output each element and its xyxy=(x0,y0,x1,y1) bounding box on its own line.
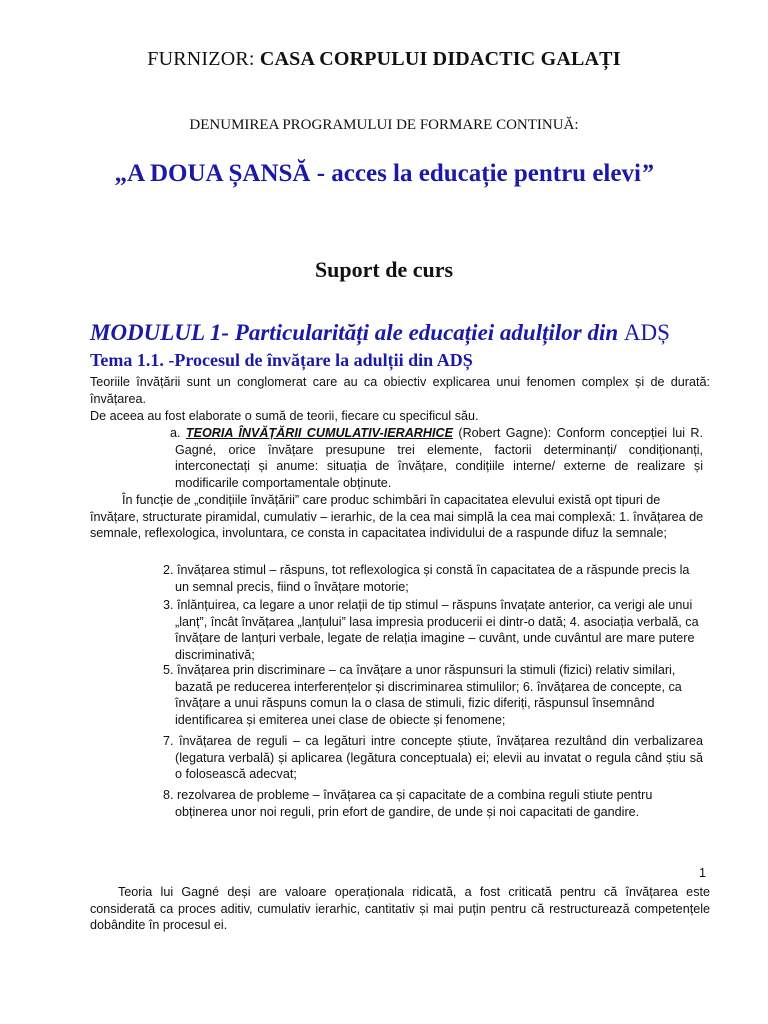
list-marker: a. xyxy=(170,426,186,440)
program-label: DENUMIREA PROGRAMULUI DE FORMARE CONTINUĂ: xyxy=(189,117,579,133)
module-heading xyxy=(90,320,670,346)
program-title-text: „A DOUA ȘANSĂ - acces la educație pentru elevi xyxy=(114,160,641,187)
page-number: 1 xyxy=(698,866,706,880)
paragraph-intro: Teoriile învățării sunt un conglomerat care au ca obiectiv explicarea unui fenomen complex și de durată: învățarea. xyxy=(90,375,710,406)
topic-heading: Tema 1.1. -Procesul de învățare la adulții din ADȘ xyxy=(90,350,473,370)
list-item-2: 2. învățarea stimul – răspuns, tot reflexologica și constă în capacitatea de a răspunde precis la un semnal precis, fiind o învățare motorie; xyxy=(163,563,690,594)
provider-label: FURNIZOR: xyxy=(147,48,260,70)
program-title-close-quote: ” xyxy=(640,160,654,187)
module-title: MODULUL 1- Particularități ale educației adulților din xyxy=(90,320,624,345)
paragraph-theories: De aceea au fost elaborate o sumă de teorii, fiecare cu specificul său. xyxy=(90,409,479,423)
list-item-7: 7. învățarea de reguli – ca legături intre concepte știute, învățarea rezultând din verbalizarea (legatura verbală) și aplicarea (legătura conceptuala) ei; elevii au invatat o regula când știu să o folosească adecvat; xyxy=(163,734,703,781)
provider-name: CASA CORPULUI DIDACTIC GALAȚI xyxy=(259,48,621,70)
course-support-heading: Suport de curs xyxy=(314,257,454,282)
list-item-8: 8. rezolvarea de probleme – învățarea ca și capacitate de a combina reguli stiute pentru obținerea unor noi reguli, prin efort de gandire, de unde și noi capacitati de gandire. xyxy=(163,788,653,819)
paragraph-critique: Teoria lui Gagné deși are valoare operaționala ridicată, a fost criticată pentru că învățarea este considerată ca proces aditiv, cumulativ ierarhic, cantitativ și mai puțin pentru că restructurează competențele dobândite în procesul ei. xyxy=(90,885,710,932)
paragraph-learning-types: În funcție de „condițiile învățării” care produc schimbări în capacitatea elevului există opt tipuri de învățare, structurate piramidal, cumulativ – ierarhic, de la cea mai simplă la cea mai complexă: 1. învățarea de semnale, reflexologica, involuntara, ce consta in capacitatea individului de a raspunde difuz la semnale; xyxy=(90,493,704,540)
theory-label: TEORIA ÎNVĂȚĂRII CUMULATIV-IERARHICE xyxy=(185,426,453,440)
list-item-5-6: 5. învățarea prin discriminare – ca învățare a unor răspunsuri la stimuli (fizici) relativ similari, bazată pe reducerea interferențelor și discriminarea stimulilor; 6. învățarea de concepte, ca învățare a unui răspuns comun la o clasa de stimuli, fizic diferiți, răspunsul însemnând identificarea și emiterea unei clase de obiecte și fenomene; xyxy=(163,663,682,727)
theory-text: (Robert Gagne): Conform concepției lui R. Gagné, orice învățare presupune trei elemente, factorii determinanți/ condiționanți, interconectați și anume: situația de învățare, condițiile interne/ externe de realizare și modificarile comportamentale obținute. xyxy=(175,426,704,490)
list-item-3-4: 3. înlănțuirea, ca legare a unor relații de tip stimul – răspuns învațate anterior, ca verigi ale unui „lanț”, încât învățarea „lanțului” lasa impresia producerii ei dintr-o dată; 4. asociația verbală, ca învățare de lanțuri verbale, legate de relația imagine – cuvânt, unde cuvântul are mare putere discriminativă; xyxy=(163,598,699,662)
paragraph-gagne-theory xyxy=(170,425,704,491)
program-title xyxy=(0,160,768,188)
module-title-suffix: ADȘ xyxy=(623,320,670,345)
provider-line xyxy=(0,48,768,71)
